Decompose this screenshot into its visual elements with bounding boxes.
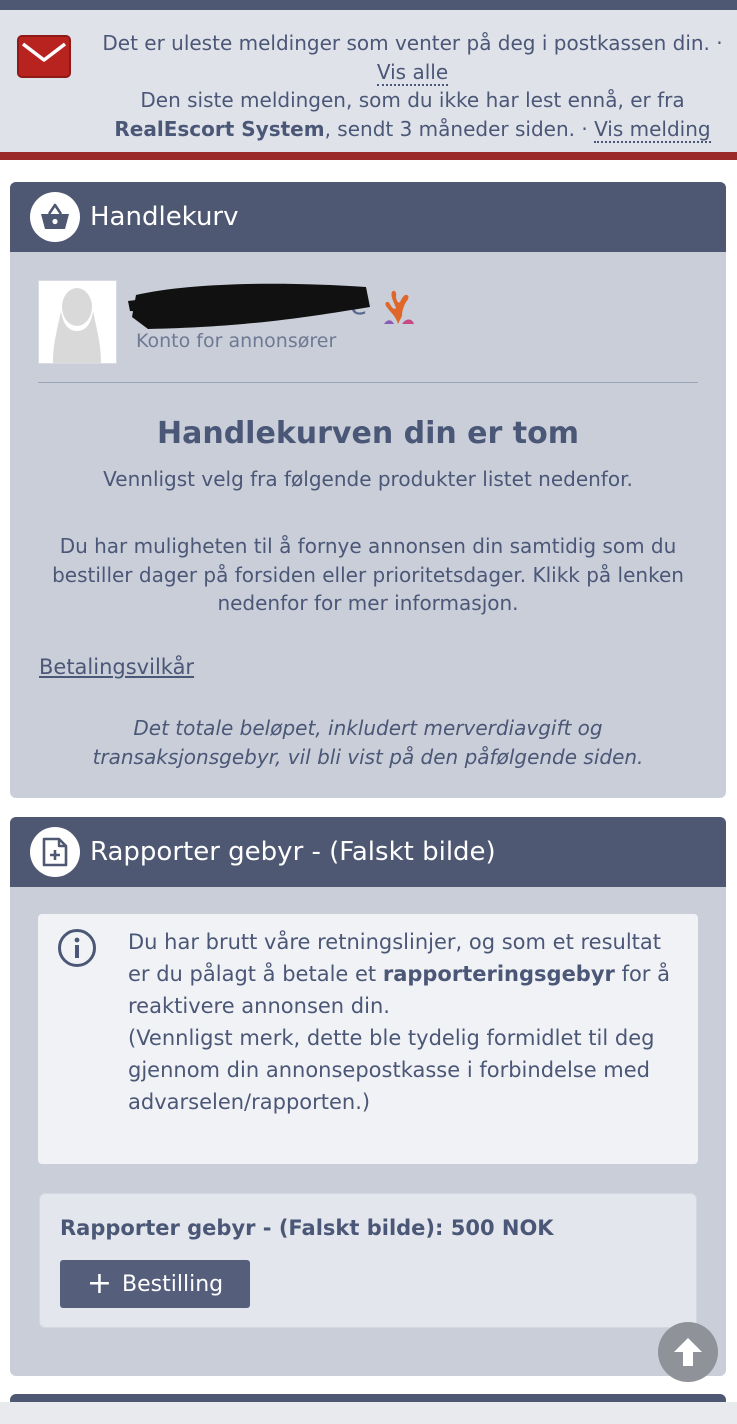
coral-emoji-icon — [380, 286, 416, 326]
info-text — [128, 926, 683, 1118]
total-amount-note: Det totale beløpet, inkludert merverdiavgift og transaksjonsgebyr, vil bli vist på den påfølgende siden. — [92, 716, 644, 769]
empty-cart-subtitle: Vennligst velg fra følgende produkter listet nedenfor. — [103, 467, 633, 491]
notice-separator: · — [716, 31, 723, 55]
report-fee-title: Rapporter gebyr - (Falskt bilde) — [90, 837, 496, 867]
info-text-part2: for å reaktivere annonsen din. — [128, 962, 670, 1018]
empty-cart-title: Handlekurven din er tom — [157, 416, 579, 451]
report-fee-header — [10, 817, 726, 887]
notice-line1: Det er uleste meldinger som venter på deg i postkassen din. — [102, 31, 710, 55]
redaction-mark — [128, 277, 373, 333]
cart-header — [10, 182, 726, 252]
order-button-label: Bestilling — [122, 1271, 224, 1297]
info-icon — [57, 928, 97, 968]
view-all-link[interactable]: Vis alle — [376, 59, 449, 84]
cart-title: Handlekurv — [90, 202, 239, 232]
renew-info: Du har muligheten til å fornye annonsen din samtidig som du bestiller dager på forsiden eller prioritetsdager. Klikk på lenken nedenfor for mer informasjon. — [52, 534, 684, 615]
arrow-up-icon — [671, 1335, 705, 1369]
info-text-part1: Du har brutt våre retningslinjer, og som et resultat er du pålagt å betale et — [128, 930, 662, 986]
mail-icon[interactable] — [17, 35, 71, 78]
notice-line2-prefix: Den siste meldingen, som du ikke har lest ennå, er fra — [140, 88, 685, 112]
view-message-link[interactable]: Vis melding — [594, 116, 711, 141]
scroll-to-top-button[interactable] — [658, 1322, 718, 1382]
fee-item — [39, 1193, 697, 1328]
plus-icon: + — [86, 1266, 113, 1301]
top-bar — [0, 0, 737, 10]
divider — [38, 382, 698, 383]
info-text-note: (Vennligst merk, dette ble tydelig formidlet til deg gjennom din annonsepostkasse i forbindelse med advarselen/rapporten.) — [128, 1026, 655, 1114]
cart-card — [10, 182, 726, 798]
account-type: Konto for annonsører — [136, 330, 337, 352]
bottom-bar — [0, 1402, 737, 1424]
payment-terms-link[interactable]: Betalingsvilkår — [39, 655, 195, 679]
unread-messages-notice — [0, 10, 737, 152]
avatar — [38, 280, 117, 364]
notice-separator-2: · — [581, 116, 588, 141]
document-add-icon — [30, 827, 80, 877]
order-button[interactable] — [60, 1260, 250, 1308]
notice-sender: RealEscort System — [114, 116, 325, 141]
report-fee-card — [10, 817, 726, 1376]
notice-divider — [0, 152, 737, 160]
basket-icon — [30, 192, 80, 242]
fee-label: Rapporter gebyr - (Falskt bilde): 500 NOK — [60, 1216, 554, 1240]
info-box — [38, 914, 698, 1164]
notice-line2-suffix: , sendt 3 måneder siden. — [324, 116, 575, 141]
notice-text — [95, 29, 730, 143]
info-text-bold: rapporteringsgebyr — [382, 962, 615, 986]
